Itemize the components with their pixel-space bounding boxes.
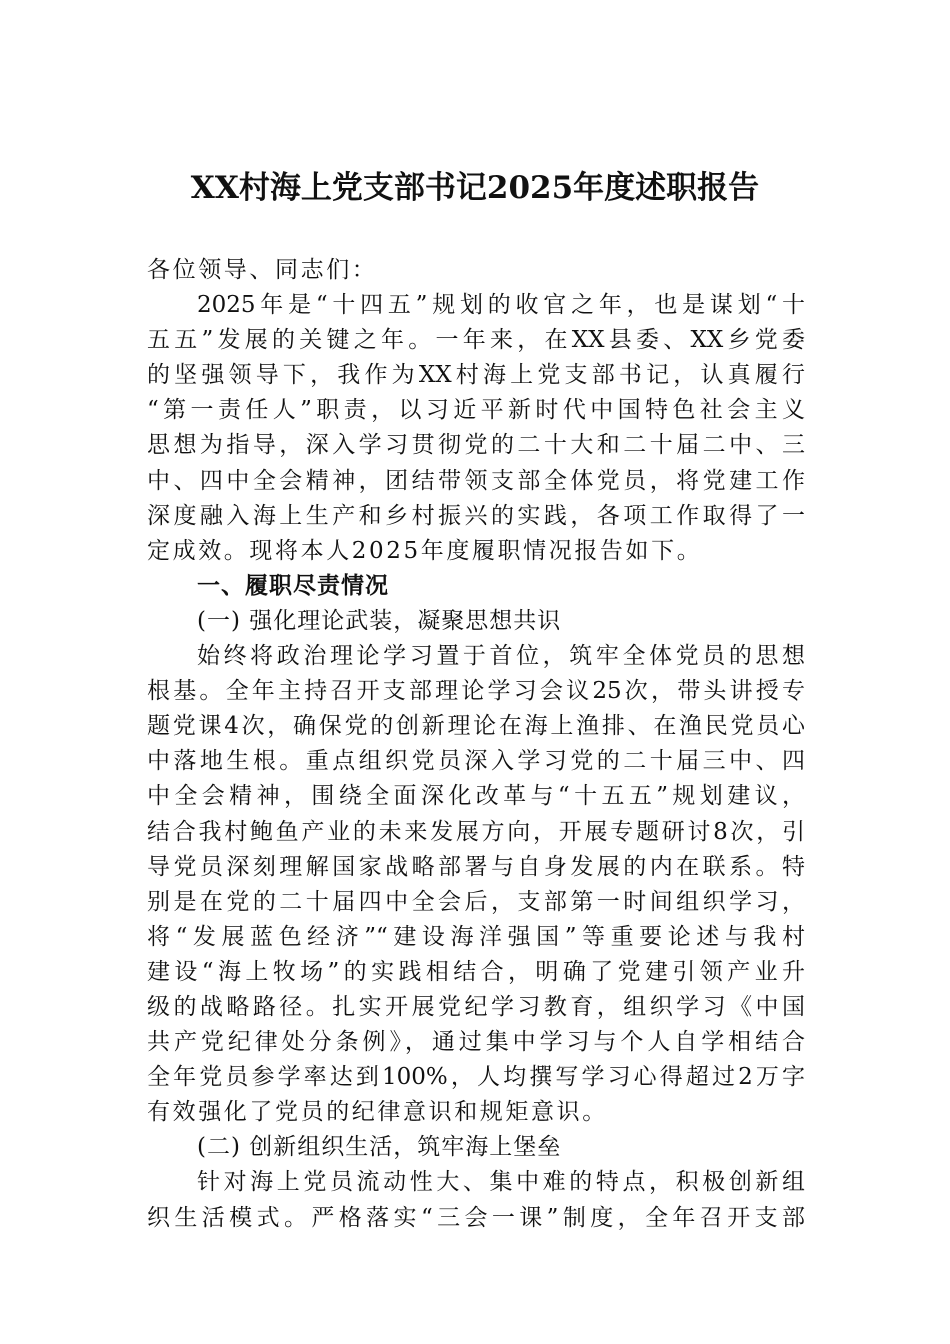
paragraph-line: 全年党员参学率达到100%，人均撰写学习心得超过2万字 (147, 1064, 805, 1091)
paragraph-line: 结合我村鲍鱼产业的未来发展方向，开展专题研讨8次，引 (147, 818, 805, 845)
paragraph-line: 根基。全年主持召开支部理论学习会议25次，带头讲授专 (147, 678, 805, 705)
paragraph-line: 中、四中全会精神，团结带领支部全体党员，将党建工作 (147, 467, 805, 494)
document-title: XX村海上党支部书记2025年度述职报告 (190, 170, 760, 206)
paragraph-line: 有效强化了党员的纪律意识和规矩意识。 (147, 1099, 608, 1126)
paragraph-line: 中落地生根。重点组织党员深入学习党的二十届三中、四 (147, 748, 805, 775)
paragraph-line: 深度融入海上生产和乡村振兴的实践，各项工作取得了一 (147, 502, 805, 529)
paragraph-line: 将“发展蓝色经济”“建设海洋强国”等重要论述与我村 (147, 923, 805, 950)
paragraph-line: 织生活模式。严格落实“三会一课”制度，全年召开支部 (147, 1204, 805, 1231)
section-heading: 一、履职尽责情况 (197, 572, 389, 599)
intro-paragraph (147, 288, 805, 569)
subsection-1-paragraph (147, 639, 805, 1130)
paragraph-line: 共产党纪律处分条例》，通过集中学习与个人自学相结合 (147, 1029, 805, 1056)
paragraph-line: 针对海上党员流动性大、集中难的特点，积极创新组 (197, 1169, 805, 1196)
paragraph-line: 思想为指导，深入学习贯彻党的二十大和二十届二中、三 (147, 432, 805, 459)
subsection-heading: (二) 创新组织生活，筑牢海上堡垒 (197, 1134, 562, 1161)
paragraph-line: 五五”发展的关键之年。一年来，在XX县委、XX乡党委 (147, 327, 805, 354)
paragraph-line: 导党员深刻理解国家战略部署与自身发展的内在联系。特 (147, 853, 805, 880)
paragraph-line: 的坚强领导下，我作为XX村海上党支部书记，认真履行 (147, 362, 805, 389)
paragraph-line: 始终将政治理论学习置于首位，筑牢全体党员的思想 (197, 643, 805, 670)
paragraph-line: 中全会精神，围绕全面深化改革与“十五五”规划建议， (147, 783, 805, 810)
paragraph-line: 2025年是“十四五”规划的收官之年，也是谋划“十 (197, 292, 805, 319)
subsection-heading: (一) 强化理论武装，凝聚思想共识 (197, 607, 562, 634)
paragraph-line: 建设“海上牧场”的实践相结合，明确了党建引领产业升 (147, 958, 805, 985)
paragraph-line: “第一责任人”职责，以习近平新时代中国特色社会主义 (147, 397, 805, 424)
paragraph-line: 级的战略路径。扎实开展党纪学习教育，组织学习《中国 (147, 993, 805, 1020)
salutation: 各位领导、同志们： (147, 257, 378, 283)
paragraph-line: 题党课4次，确保党的创新理论在海上渔排、在渔民党员心 (147, 713, 805, 740)
subsection-2-paragraph (147, 1165, 805, 1235)
paragraph-line: 别是在党的二十届四中全会后，支部第一时间组织学习， (147, 888, 805, 915)
document-body (147, 253, 805, 1236)
paragraph-line: 定成效。现将本人2025年度履职情况报告如下。 (147, 537, 703, 564)
